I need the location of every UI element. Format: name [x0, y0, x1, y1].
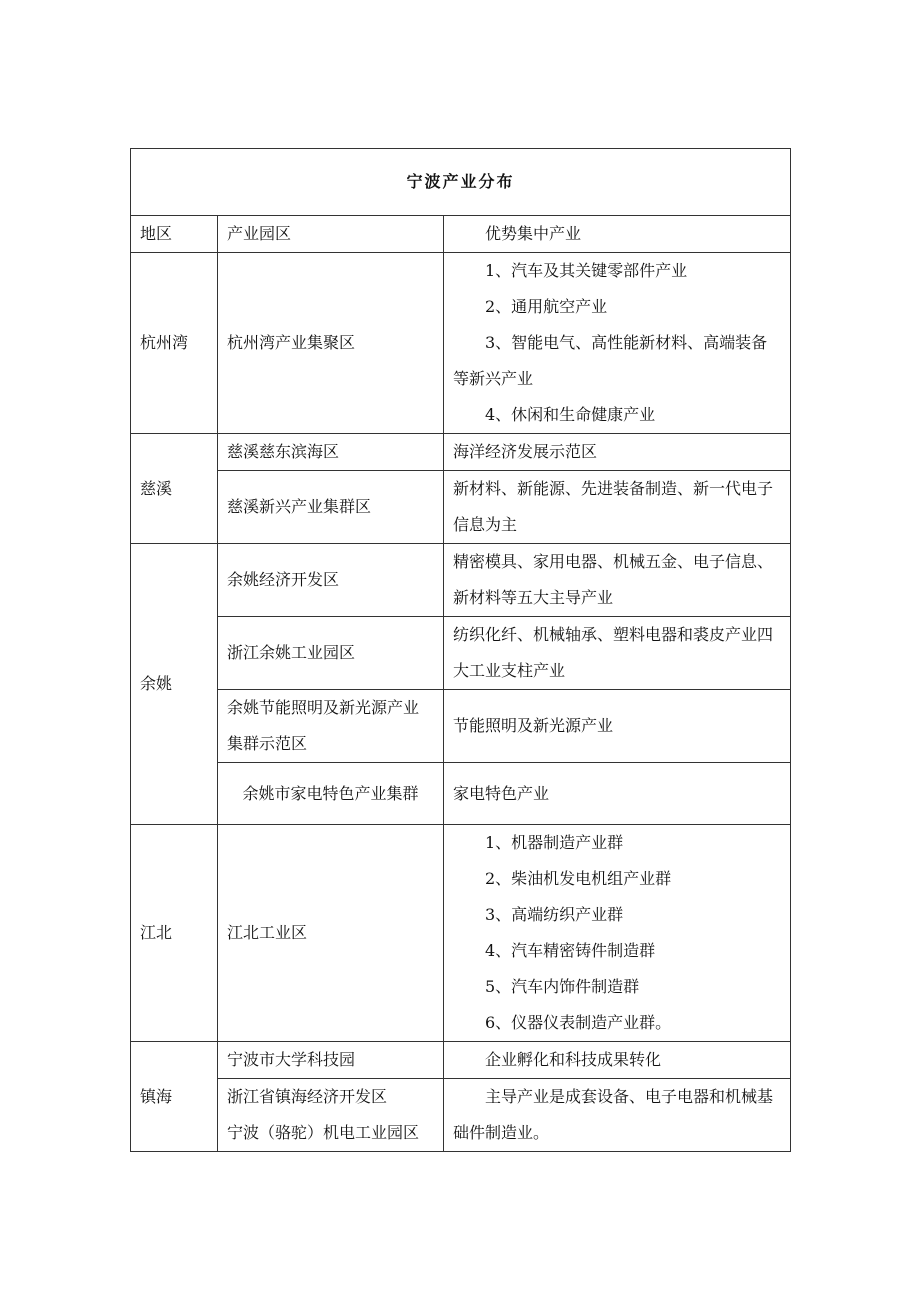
- industry-cell: 家电特色产业: [444, 763, 791, 825]
- industry-item: 2、柴油机发电机组产业群: [485, 869, 672, 888]
- header-industry: 优势集中产业: [444, 216, 791, 253]
- industry-item: 4、休闲和生命健康产业: [485, 405, 656, 424]
- industry-distribution-table: [130, 148, 791, 1152]
- industry-cell: 精密模具、家用电器、机械五金、电子信息、新材料等五大主导产业: [444, 544, 791, 617]
- park-cell: 浙江余姚工业园区: [218, 617, 444, 690]
- industry-item: 3、高端纺织产业群: [485, 905, 624, 924]
- table-row: [131, 253, 791, 434]
- industry-cell: 节能照明及新光源产业: [444, 690, 791, 763]
- industry-item: 2、通用航空产业: [485, 297, 608, 316]
- industry-cell: 新材料、新能源、先进装备制造、新一代电子信息为主: [444, 471, 791, 544]
- header-row: [131, 216, 791, 253]
- title-row: [131, 149, 791, 216]
- park-line: 浙江省镇海经济开发区: [227, 1087, 388, 1106]
- industry-cell: 企业孵化和科技成果转化: [444, 1042, 791, 1079]
- park-cell: 杭州湾产业集聚区: [218, 253, 444, 434]
- park-cell: 余姚经济开发区: [218, 544, 444, 617]
- industry-cell: 海洋经济发展示范区: [444, 434, 791, 471]
- region-cell: 江北: [131, 825, 218, 1042]
- table-row: [131, 825, 791, 1042]
- park-cell: 宁波市大学科技园: [218, 1042, 444, 1079]
- park-cell: 余姚市家电特色产业集群: [218, 763, 444, 825]
- industry-item: 1、汽车及其关键零部件产业: [485, 261, 688, 280]
- industry-item: 6、仪器仪表制造产业群。: [485, 1013, 672, 1032]
- table-row: [131, 1042, 791, 1079]
- park-cell: 慈溪慈东滨海区: [218, 434, 444, 471]
- industry-item: 5、汽车内饰件制造群: [485, 977, 640, 996]
- table-row: [131, 434, 791, 471]
- header-park: 产业园区: [218, 216, 444, 253]
- industry-cell: [444, 253, 791, 434]
- park-cell: 余姚节能照明及新光源产业集群示范区: [218, 690, 444, 763]
- page-title: 宁波产业分布: [131, 149, 791, 216]
- industry-item: 1、机器制造产业群: [485, 833, 624, 852]
- table-row: [131, 763, 791, 825]
- header-region: 地区: [131, 216, 218, 253]
- region-cell: 慈溪: [131, 434, 218, 544]
- table-row: [131, 617, 791, 690]
- region-cell: 杭州湾: [131, 253, 218, 434]
- table-row: [131, 471, 791, 544]
- industry-item: 4、汽车精密铸件制造群: [485, 941, 656, 960]
- park-cell: [218, 1079, 444, 1152]
- park-line: 宁波（骆驼）机电工业园区: [227, 1123, 420, 1142]
- region-cell: 余姚: [131, 544, 218, 825]
- table-row: [131, 690, 791, 763]
- industry-cell: 主导产业是成套设备、电子电器和机械基础件制造业。: [444, 1079, 791, 1152]
- industry-cell: 纺织化纤、机械轴承、塑料电器和裘皮产业四大工业支柱产业: [444, 617, 791, 690]
- region-cell: 镇海: [131, 1042, 218, 1152]
- park-cell: 江北工业区: [218, 825, 444, 1042]
- table-row: [131, 1079, 791, 1152]
- industry-item: 3、智能电气、高性能新材料、高端装备等新兴产业: [453, 333, 768, 388]
- industry-cell: [444, 825, 791, 1042]
- park-cell: 慈溪新兴产业集群区: [218, 471, 444, 544]
- table-row: [131, 544, 791, 617]
